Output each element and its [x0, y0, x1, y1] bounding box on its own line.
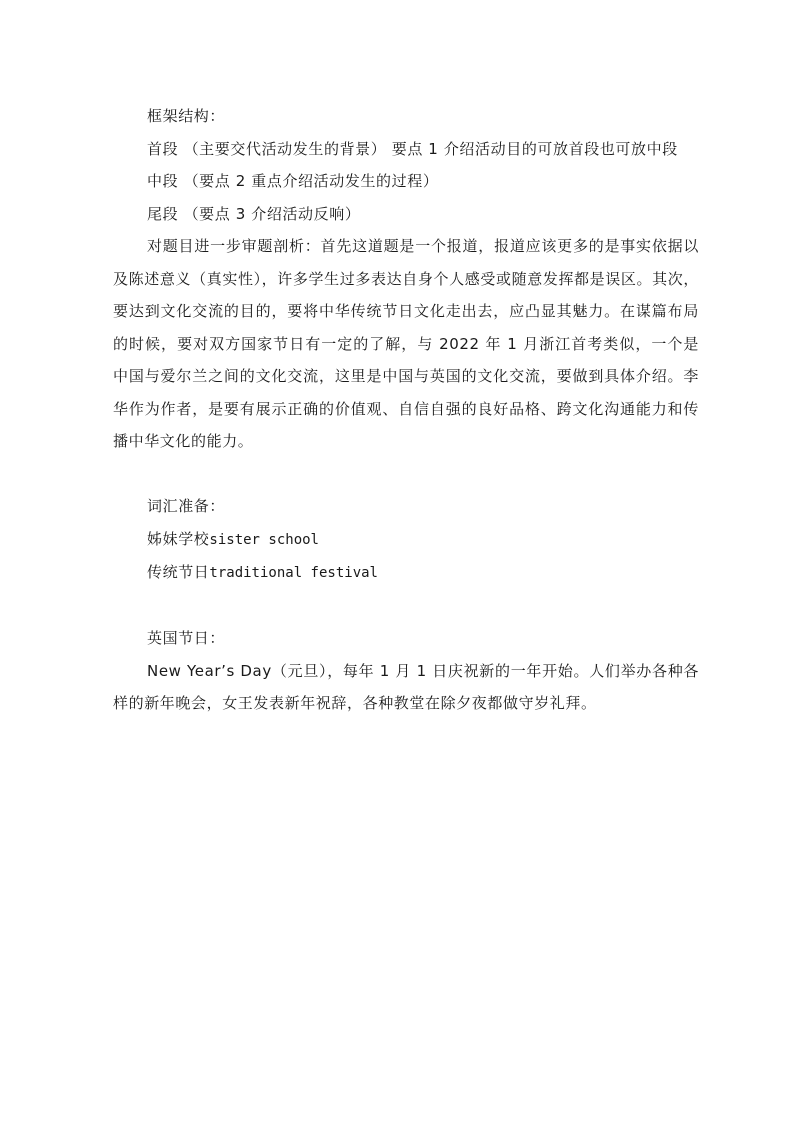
vocab-en: traditional festival — [209, 565, 378, 581]
vocab-cn: 姊妹学校 — [147, 529, 210, 548]
vocab-item — [113, 523, 699, 557]
framework-middle-paragraph: 中段 （要点 2 重点介绍活动发生的过程） — [147, 172, 439, 190]
framework-last-paragraph: 尾段 （要点 3 介绍活动反响） — [147, 204, 361, 223]
new-year-paragraph — [113, 655, 699, 720]
new-year-description: （元旦），每年 1 月 1 日庆祝新的一年开始。人们举办各种各样的新年晚会，女王发表新年祝辞，各种教堂在除夕夜都做守岁礼拜。 — [113, 661, 699, 712]
new-year-term: New Year’s Day — [147, 661, 272, 680]
blank-line — [113, 458, 699, 491]
vocab-item — [113, 556, 699, 590]
document-body — [113, 100, 699, 720]
blank-line — [113, 590, 699, 623]
vocab-heading: 词汇准备： — [147, 497, 226, 515]
framework-heading: 框架结构： — [147, 107, 226, 125]
vocab-cn: 传统节日 — [147, 563, 210, 581]
vocab-en: sister school — [209, 531, 319, 548]
uk-festival-heading: 英国节日： — [147, 629, 226, 647]
analysis-paragraph: 对题目进一步审题剖析：首先这道题是一个报道，报道应该更多的是事实依据以及陈述意义（真实性），许多学生过多表达自身个人感受或随意发挥都是误区。其次，要达到文化交流的目的，要将中华传统节日文化走出去，应凸显其魅力。在谋篇布局的时候，要对双方国家节日有一定的了解，与 2022 年 1 月浙江首考类似，一个是中国与爱尔兰之间的文化交流，这里是中国与英国的文化交流，要做到具体介绍。李华作为作者，是要有展示正确的价值观、自信自强的良好品格、跨文化沟通能力和传播中华文化的能力。 — [113, 237, 699, 450]
framework-first-paragraph: 首段 （主要交代活动发生的背景） 要点 1 介绍活动目的可放首段也可放中段 — [147, 139, 678, 158]
